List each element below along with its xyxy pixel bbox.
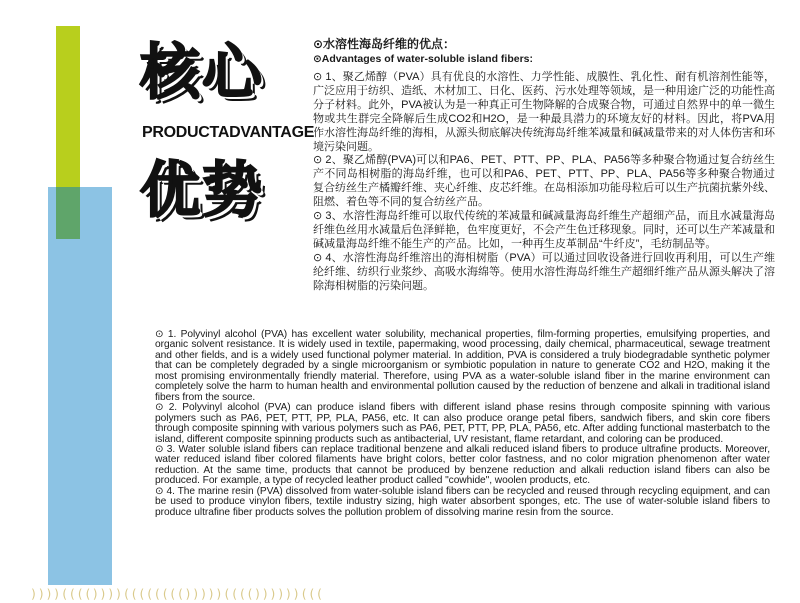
english-advantages-section: [155, 330, 770, 518]
blue-accent-bar: [48, 187, 112, 585]
en-paragraph-4: ⊙ 4. The marine resin (PVA) dissolved from water-soluble island fibers can be recycled and reused through recycling equipment, and can be used to produce vinylon fibers, textile industry sizing, high water absorbent sponges, etc. The use of water-soluble island fibers to produce ultrafine fiber products solves the pollution problem of dissolving marine resin from the source.: [155, 485, 770, 518]
cn-paragraph-2: ⊙ 2、聚乙烯醇(PVA)可以和PA6、PET、PTT、PP、PLA、PA56等多种聚合物通过复合纺丝生产不同岛相树脂的海岛纤维，也可以和PA6、PET、PTT、PP、PLA、PA56等多种聚合物通过复合纺丝生产橘瓣纤维、夹心纤维、皮芯纤维。在岛相添加功能母粒后可以生产抗菌抗紫外线、阻燃、着色等不同的复合纺丝产品。: [313, 154, 775, 209]
cn-paragraph-3: ⊙ 3、水溶性海岛纤维可以取代传统的苯减量和碱减量海岛纤维生产超细产品，而且水减量海岛纤维色丝用水减量后色泽鲜艳，色牢度更好，不会产生色迁移现象。同时，还可以生产苯减量和碱减量海岛纤维不能生产的产品。比如，一种再生皮革制品“牛纤皮”，毛纺制品等。: [313, 210, 775, 250]
cn-paragraph-4: ⊙ 4、水溶性海岛纤维溶出的海相树脂（PVA）可以通过回收设备进行回收再利用，可以生产维纶纤维、纺织行业浆纱、高吸水海绵等。使用水溶性海岛纤维生产超细纤维产品从源头解决了溶除海相树脂的污染问题。: [313, 251, 775, 292]
decorative-tick-border: ))))(((())))(((((((()))))(((())))))(((: [30, 587, 324, 601]
en-paragraph-2: ⊙ 2. Polyvinyl alcohol (PVA) can produce island fibers with different island phase resins through composite spinning with various polymers such as PA6, PET, PTT, PP, PLA, PA56, etc. It can also produce orange petal fibers, sandwich fibers, and skin core fibers through composite spinning with various polymers such as PA6, PET, PTT, PP, PLA, PA56, etc. After adding functional masterbatch to the island, different composite spinning products such as antibacterial, UV resistant, flame retardant, and coloring can be produced.: [155, 402, 770, 445]
title-advantage: 优势: [140, 156, 264, 226]
section-heading-cn: ⊙水溶性海岛纤维的优点：: [313, 37, 456, 51]
en-paragraph-1: ⊙ 1. Polyvinyl alcohol (PVA) has excellent water solubility, mechanical properties, film-forming properties, emulsifying properties, and organic solvent resistance. It is widely used in textile, papermaking, wood processing, daily chemical, pharmaceutical, sewage treatment and other fields, and is a widely used functional polymer material. In addition, PVA is considered a truly biodegradable synthetic polymer that can be completely degraded by a single microorganism or symbiotic population in nature to generate CO2 and H2O, making it the most promising environmentally friendly material. Therefore, using PVA as a water-soluble island fiber in the marine environment can completely solve the harm to human health and environmental pollution caused by the reduction of benzene and alkali in traditional island fibers from the source.: [155, 329, 770, 403]
title-core: 核心: [140, 38, 264, 108]
section-heading-en: ⊙Advantages of water-soluble island fibers:: [313, 53, 534, 65]
cn-paragraph-1: ⊙ 1、聚乙烯醇（PVA）具有优良的水溶性、力学性能、成膜性、乳化性、耐有机溶剂性能等，广泛应用于纺织、造纸、木材加工、日化、医药、污水处理等领域，是一种用途广泛的功能性高分子材料。此外，PVA被认为是一种真正可生物降解的合成聚合物，可通过自然界中的单一微生物或共生群完全降解后生成CO2和H2O，是一种最具潜力的环境友好的材料。因此，将PVA用作水溶性海岛纤维的海相，从源头彻底解决传统海岛纤维苯减量和碱减量带来的对人体伤害和环境污染问题。: [313, 71, 775, 153]
en-paragraph-3: ⊙ 3. Water soluble island fibers can replace traditional benzene and alkali reduced island fibers to produce ultrafine products. Moreover, water reduced island fiber colored filaments have bright colors, better color fastness, and no color migration phenomenon after water reduction. At the same time, products that cannot be produced by benzene reduction and alkali reduction island fibers can also be produced. For example, a type of recycled leather product called "cowhide", woolen products, etc.: [155, 443, 770, 487]
accent-overlap: [56, 187, 80, 239]
chinese-advantages-section: [313, 37, 775, 294]
subtitle-product-advantage: PRODUCTADVANTAGE: [142, 124, 315, 141]
